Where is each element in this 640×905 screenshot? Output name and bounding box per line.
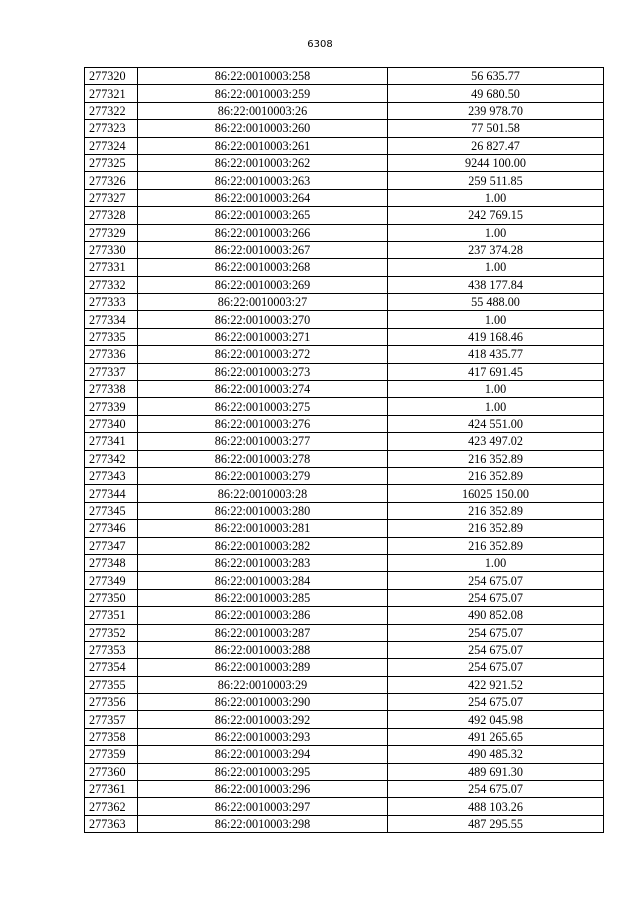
cadastral-number-cell: 86:22:0010003:274 [138,381,388,398]
cadastral-number-cell: 86:22:0010003:284 [138,572,388,589]
cadastral-value-table [84,67,604,833]
cadastral-number-cell: 86:22:0010003:282 [138,537,388,554]
table-row [85,537,604,554]
cadastral-value-cell: 422 921.52 [388,676,604,693]
table-row [85,711,604,728]
cadastral-value-cell: 490 852.08 [388,607,604,624]
table-row [85,676,604,693]
row-number-cell: 277328 [85,207,138,224]
cadastral-number-cell: 86:22:0010003:277 [138,433,388,450]
cadastral-number-cell: 86:22:0010003:265 [138,207,388,224]
cadastral-value-cell: 1.00 [388,189,604,206]
table-row [85,485,604,502]
cadastral-number-cell: 86:22:0010003:269 [138,276,388,293]
cadastral-value-cell: 1.00 [388,398,604,415]
row-number-cell: 277346 [85,520,138,537]
cadastral-number-cell: 86:22:0010003:275 [138,398,388,415]
cadastral-value-cell: 49 680.50 [388,85,604,102]
row-number-cell: 277358 [85,728,138,745]
cadastral-value-cell: 418 435.77 [388,346,604,363]
table-row [85,189,604,206]
cadastral-value-cell: 254 675.07 [388,694,604,711]
table-body [85,68,604,833]
cadastral-number-cell: 86:22:0010003:292 [138,711,388,728]
cadastral-value-cell: 438 177.84 [388,276,604,293]
cadastral-value-cell: 419 168.46 [388,328,604,345]
cadastral-value-cell: 1.00 [388,554,604,571]
row-number-cell: 277337 [85,363,138,380]
row-number-cell: 277335 [85,328,138,345]
cadastral-value-cell: 216 352.89 [388,467,604,484]
cadastral-number-cell: 86:22:0010003:296 [138,781,388,798]
table-row [85,294,604,311]
cadastral-value-cell: 242 769.15 [388,207,604,224]
cadastral-value-cell: 216 352.89 [388,520,604,537]
cadastral-value-cell: 1.00 [388,381,604,398]
cadastral-value-cell: 1.00 [388,259,604,276]
cadastral-number-cell: 86:22:0010003:261 [138,137,388,154]
table-row [85,207,604,224]
table-row [85,450,604,467]
row-number-cell: 277354 [85,659,138,676]
cadastral-number-cell: 86:22:0010003:279 [138,467,388,484]
cadastral-number-cell: 86:22:0010003:267 [138,241,388,258]
table-row [85,728,604,745]
table-row [85,85,604,102]
cadastral-number-cell: 86:22:0010003:263 [138,172,388,189]
cadastral-number-cell: 86:22:0010003:297 [138,798,388,815]
cadastral-number-cell: 86:22:0010003:266 [138,224,388,241]
table-row [85,328,604,345]
cadastral-number-cell: 86:22:0010003:288 [138,641,388,658]
cadastral-value-cell: 491 265.65 [388,728,604,745]
table-row [85,798,604,815]
cadastral-value-cell: 254 675.07 [388,624,604,641]
cadastral-value-cell: 488 103.26 [388,798,604,815]
table-row [85,763,604,780]
table-row [85,572,604,589]
row-number-cell: 277326 [85,172,138,189]
cadastral-number-cell: 86:22:0010003:285 [138,589,388,606]
row-number-cell: 277331 [85,259,138,276]
row-number-cell: 277325 [85,154,138,171]
cadastral-value-cell: 489 691.30 [388,763,604,780]
row-number-cell: 277333 [85,294,138,311]
table-row [85,363,604,380]
cadastral-number-cell: 86:22:0010003:293 [138,728,388,745]
row-number-cell: 277342 [85,450,138,467]
cadastral-value-cell: 237 374.28 [388,241,604,258]
cadastral-number-cell: 86:22:0010003:295 [138,763,388,780]
cadastral-number-cell: 86:22:0010003:278 [138,450,388,467]
cadastral-value-cell: 254 675.07 [388,589,604,606]
row-number-cell: 277323 [85,120,138,137]
table-row [85,502,604,519]
row-number-cell: 277327 [85,189,138,206]
cadastral-value-cell: 216 352.89 [388,450,604,467]
table-row [85,746,604,763]
cadastral-value-cell: 56 635.77 [388,68,604,85]
cadastral-number-cell: 86:22:0010003:273 [138,363,388,380]
table-row [85,781,604,798]
cadastral-value-cell: 16025 150.00 [388,485,604,502]
cadastral-number-cell: 86:22:0010003:287 [138,624,388,641]
row-number-cell: 277359 [85,746,138,763]
cadastral-value-cell: 254 675.07 [388,781,604,798]
table-row [85,241,604,258]
cadastral-value-cell: 216 352.89 [388,502,604,519]
cadastral-number-cell: 86:22:0010003:283 [138,554,388,571]
table-row [85,694,604,711]
table-row [85,520,604,537]
table-row [85,554,604,571]
row-number-cell: 277349 [85,572,138,589]
row-number-cell: 277355 [85,676,138,693]
row-number-cell: 277362 [85,798,138,815]
table-row [85,433,604,450]
cadastral-number-cell: 86:22:0010003:272 [138,346,388,363]
row-number-cell: 277339 [85,398,138,415]
cadastral-value-cell: 239 978.70 [388,102,604,119]
table-row [85,659,604,676]
cadastral-number-cell: 86:22:0010003:271 [138,328,388,345]
cadastral-number-cell: 86:22:0010003:262 [138,154,388,171]
cadastral-number-cell: 86:22:0010003:286 [138,607,388,624]
cadastral-value-cell: 26 827.47 [388,137,604,154]
row-number-cell: 277343 [85,467,138,484]
row-number-cell: 277350 [85,589,138,606]
cadastral-value-cell: 216 352.89 [388,537,604,554]
table-row [85,398,604,415]
cadastral-value-cell: 254 675.07 [388,572,604,589]
table-row [85,102,604,119]
cadastral-number-cell: 86:22:0010003:268 [138,259,388,276]
cadastral-number-cell: 86:22:0010003:281 [138,520,388,537]
cadastral-number-cell: 86:22:0010003:260 [138,120,388,137]
table-row [85,624,604,641]
table-row [85,137,604,154]
row-number-cell: 277321 [85,85,138,102]
row-number-cell: 277334 [85,311,138,328]
table-row [85,607,604,624]
cadastral-number-cell: 86:22:0010003:270 [138,311,388,328]
cadastral-value-cell: 259 511.85 [388,172,604,189]
cadastral-number-cell: 86:22:0010003:289 [138,659,388,676]
cadastral-value-cell: 423 497.02 [388,433,604,450]
cadastral-number-cell: 86:22:0010003:258 [138,68,388,85]
cadastral-number-cell: 86:22:0010003:29 [138,676,388,693]
cadastral-number-cell: 86:22:0010003:259 [138,85,388,102]
cadastral-number-cell: 86:22:0010003:276 [138,415,388,432]
row-number-cell: 277361 [85,781,138,798]
cadastral-value-cell: 492 045.98 [388,711,604,728]
cadastral-value-cell: 487 295.55 [388,815,604,832]
table-row [85,259,604,276]
table-row [85,311,604,328]
row-number-cell: 277347 [85,537,138,554]
row-number-cell: 277351 [85,607,138,624]
cadastral-number-cell: 86:22:0010003:290 [138,694,388,711]
table-row [85,589,604,606]
cadastral-value-cell: 417 691.45 [388,363,604,380]
row-number-cell: 277338 [85,381,138,398]
row-number-cell: 277345 [85,502,138,519]
cadastral-number-cell: 86:22:0010003:27 [138,294,388,311]
row-number-cell: 277344 [85,485,138,502]
row-number-cell: 277348 [85,554,138,571]
table-row [85,467,604,484]
cadastral-number-cell: 86:22:0010003:294 [138,746,388,763]
row-number-cell: 277322 [85,102,138,119]
cadastral-number-cell: 86:22:0010003:28 [138,485,388,502]
cadastral-number-cell: 86:22:0010003:26 [138,102,388,119]
cadastral-value-cell: 490 485.32 [388,746,604,763]
table-row [85,641,604,658]
table-row [85,120,604,137]
cadastral-number-cell: 86:22:0010003:264 [138,189,388,206]
page-number: 6308 [307,39,333,50]
row-number-cell: 277332 [85,276,138,293]
cadastral-value-cell: 424 551.00 [388,415,604,432]
table-row [85,68,604,85]
row-number-cell: 277363 [85,815,138,832]
cadastral-number-cell: 86:22:0010003:298 [138,815,388,832]
table-row [85,276,604,293]
cadastral-value-cell: 77 501.58 [388,120,604,137]
cadastral-value-cell: 55 488.00 [388,294,604,311]
table-row [85,172,604,189]
row-number-cell: 277353 [85,641,138,658]
cadastral-value-cell: 1.00 [388,224,604,241]
cadastral-value-cell: 254 675.07 [388,659,604,676]
cadastral-value-cell: 1.00 [388,311,604,328]
table-row [85,815,604,832]
table-row [85,381,604,398]
row-number-cell: 277340 [85,415,138,432]
cadastral-value-cell: 254 675.07 [388,641,604,658]
row-number-cell: 277356 [85,694,138,711]
row-number-cell: 277357 [85,711,138,728]
row-number-cell: 277360 [85,763,138,780]
row-number-cell: 277352 [85,624,138,641]
row-number-cell: 277330 [85,241,138,258]
table-row [85,224,604,241]
row-number-cell: 277324 [85,137,138,154]
table-row [85,346,604,363]
row-number-cell: 277341 [85,433,138,450]
row-number-cell: 277320 [85,68,138,85]
cadastral-number-cell: 86:22:0010003:280 [138,502,388,519]
cadastral-value-cell: 9244 100.00 [388,154,604,171]
row-number-cell: 277336 [85,346,138,363]
table-row [85,154,604,171]
table-row [85,415,604,432]
row-number-cell: 277329 [85,224,138,241]
